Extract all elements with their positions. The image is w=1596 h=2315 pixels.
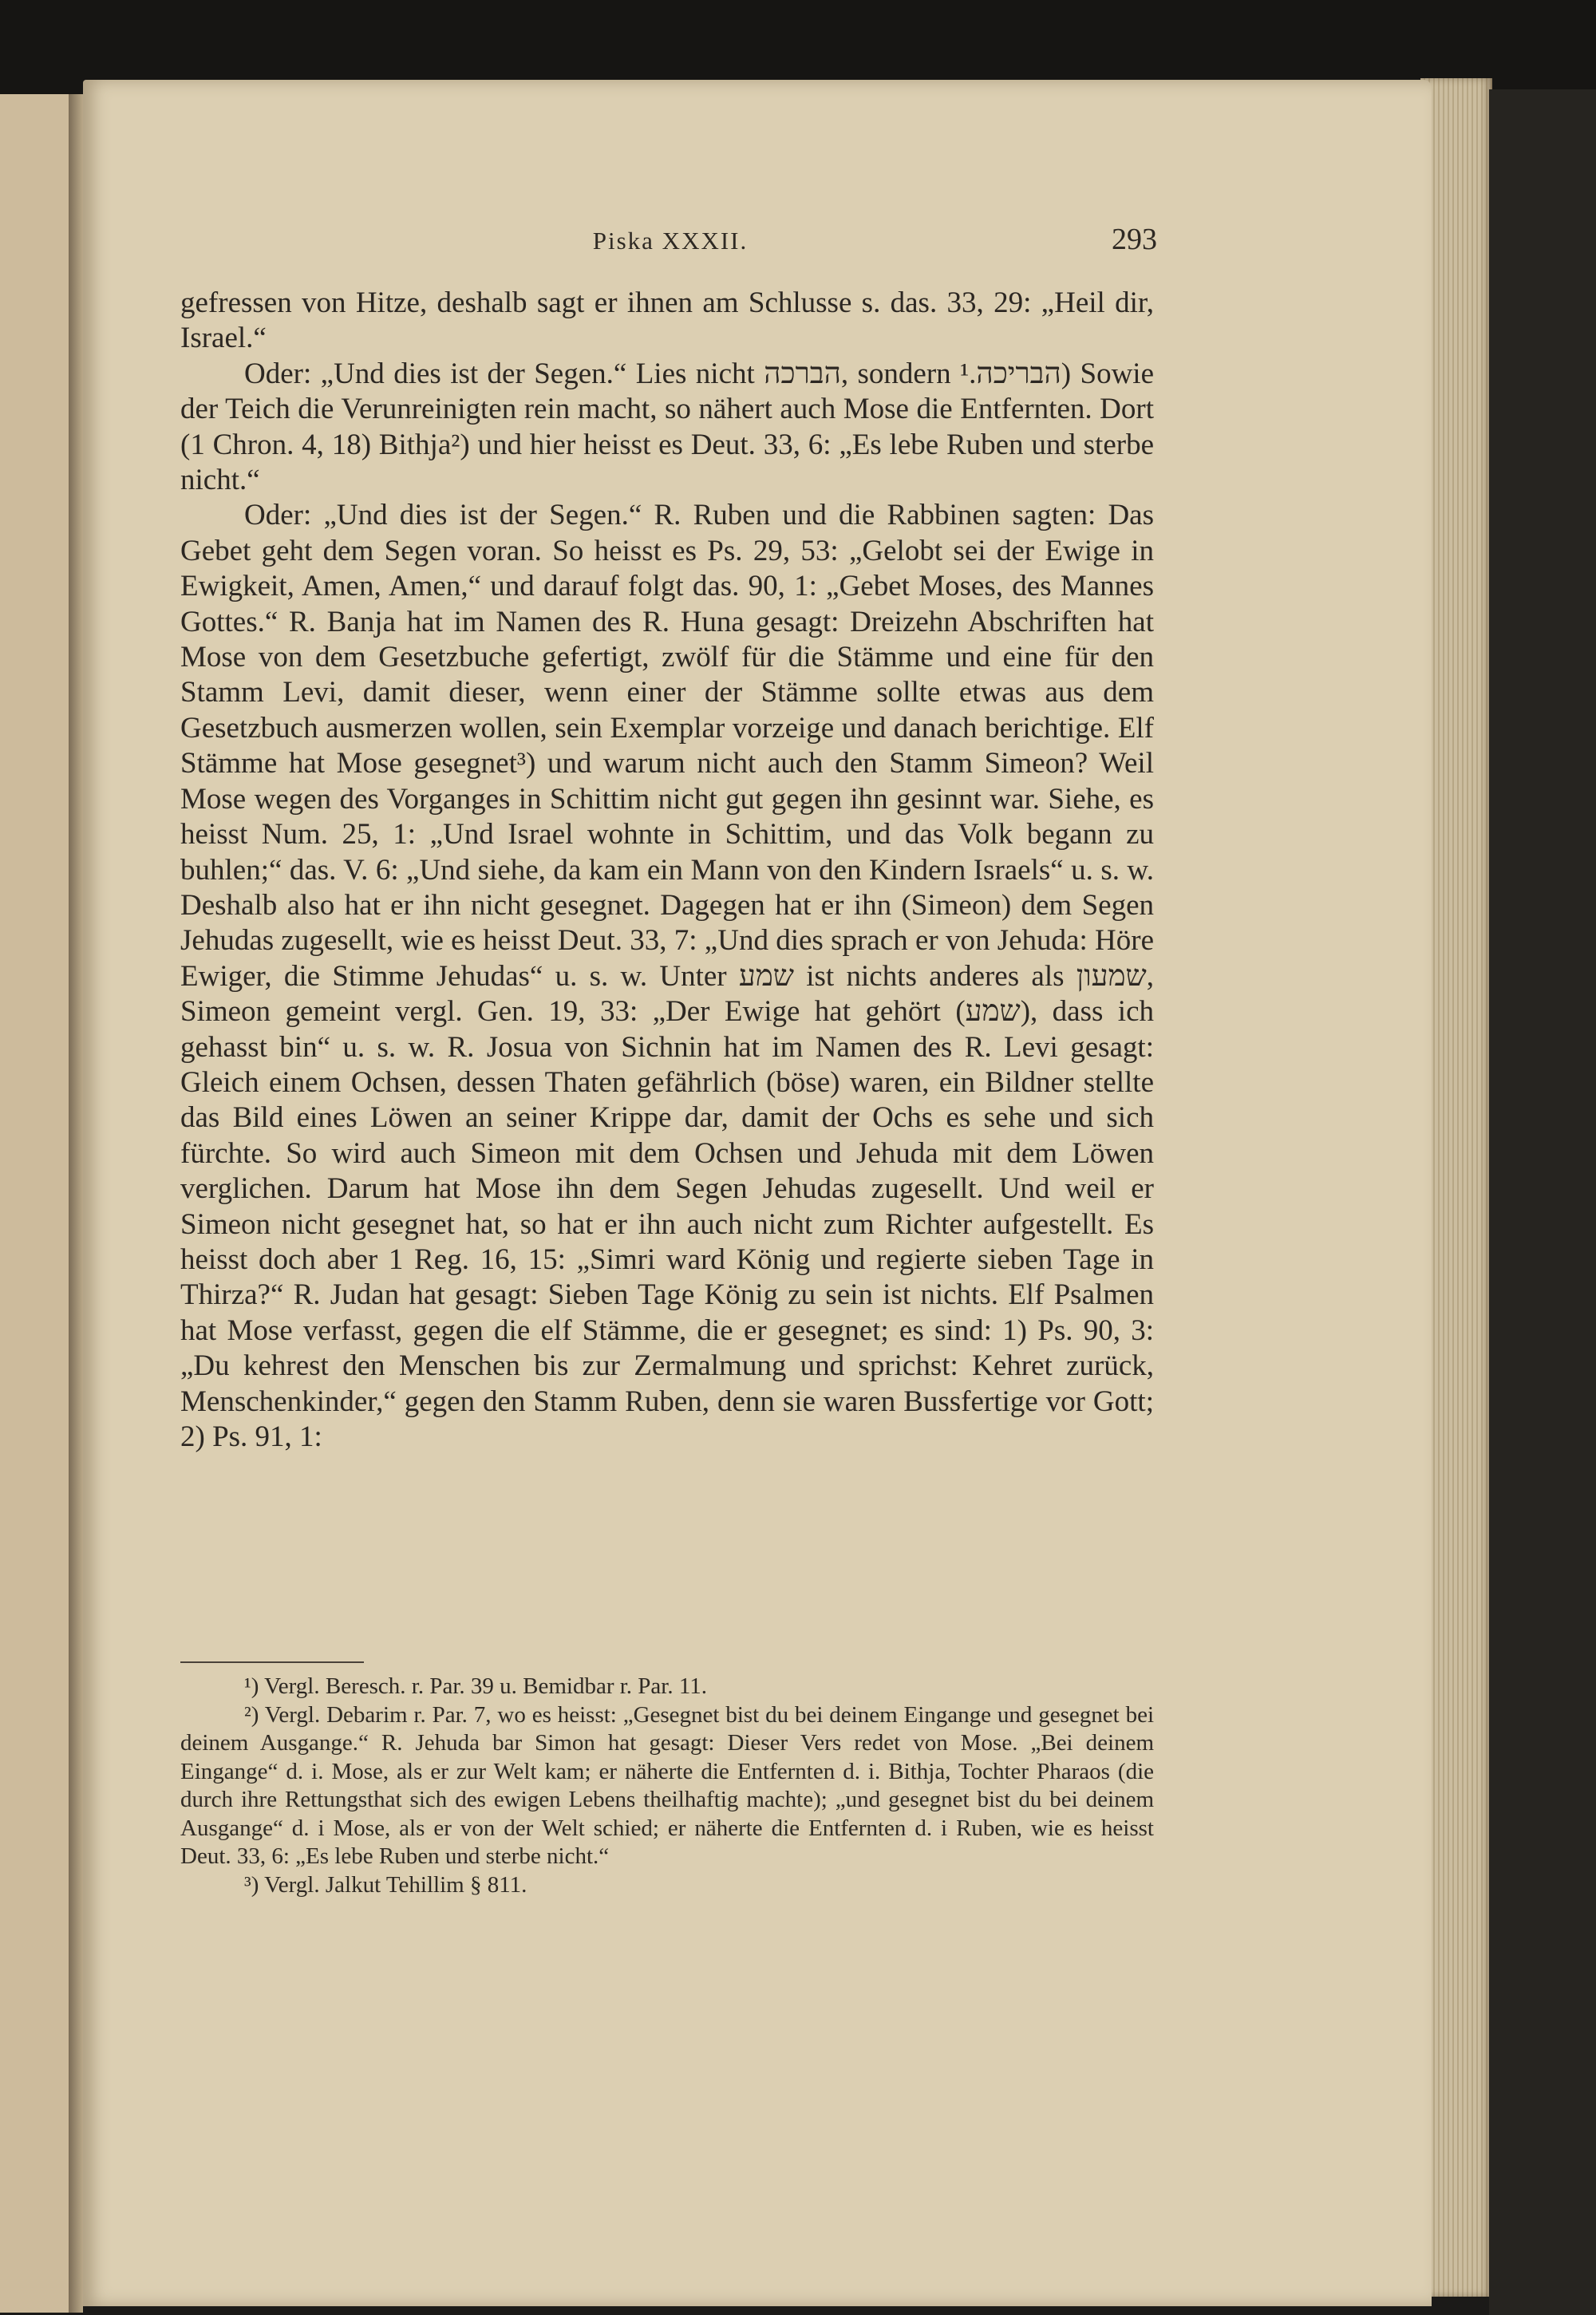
main-text [180,286,1154,1455]
paragraph-1: gefressen von Hitze, deshalb sagt er ihnen am Schlusse s. das. 33, 29: „Heil dir, Israel.“ [180,286,1154,355]
footnote-1-text: ¹) Vergl. Beresch. r. Par. 39 u. Bemidbar r. Par. 11. [244,1673,708,1699]
page-header [176,222,1165,270]
book-cover [1489,89,1596,2315]
footnotes [180,1673,1154,1899]
paragraph-3 [180,498,1154,1455]
paragraph-2 [180,357,1154,499]
book-gutter [69,94,83,2313]
footnote-3 [180,1871,1154,1900]
paragraph-3-text: Oder: „Und dies ist der Segen.“ R. Ruben und die Rabbinen sagten: Das Gebet geht dem Segen voran. So heisst es Ps. 29, 53: „Gelobt sei der Ewige in Ewigkeit, Amen, Amen,“ und darauf folgt das. 90, 1: „Gebet Moses, des Mannes Gottes.“ R. Banja hat im Namen des R. Huna gesagt: Dreizehn Abschriften hat Mose von dem Gesetzbuche gefertigt, zwölf für die Stämme und eine für den Stamm Levi, damit dieser, wenn einer der Stämme sollte etwas aus dem Gesetzbuch ausmerzen wollen, sein Exemplar vorzeige und danach berichtige. Elf Stämme hat Mose gesegnet³) und warum nicht auch den Stamm Simeon? Weil Mose wegen des Vorganges in Schittim nicht gut gegen ihn gesinnt war. Siehe, es heisst Num. 25, 1: „Und Israel wohnte in Schittim, und das Volk begann zu buhlen;“ das. V. 6: „Und siehe, da kam ein Mann von den Kindern Israels“ u. s. w. Deshalb also hat er ihn nicht gesegnet. Dagegen hat er ihn (Simeon) dem Segen Jehudas zugesellt, wie es heisst Deut. 33, 7: „Und dies sprach er von Jehuda: Höre Ewiger, die Stimme Jehudas“ u. s. w. Unter שמע ist nichts anderes als שמעון, Simeon gemeint vergl. Gen. 19, 33: „Der Ewige hat gehört (שמע), dass ich gehasst bin“ u. s. w. R. Josua von Sichnin hat im Namen des R. Levi gesagt: Gleich einem Ochsen, dessen Thaten gefährlich (böse) waren, ein Bildner stellte das Bild eines Löwen an seiner Krippe dar, damit der Ochs es sehe und sich fürchte. So wird auch Simeon mit dem Ochsen und Jehuda mit dem Löwen verglichen. Darum hat Mose ihn dem Segen Jehudas zugesellt. Und weil er Simeon nicht gesegnet hat, so hat er ihn auch nicht zum Richter aufgestellt. Es heisst doch aber 1 Reg. 16, 15: „Simri ward König und regierte sieben Tage in Thirza?“ R. Judan hat gesagt: Sieben Tage König zu sein ist nichts. Elf Psalmen hat Mose verfasst, gegen die elf Stämme, die er gesegnet; es sind: 1) Ps. 90, 3: „Du kehrest den Menschen bis zur Zermalmung und sprichst: Kehret zurück, Menschenkinder,“ gegen den Stamm Ruben, denn sie waren Bussfertige vor Gott; 2) Ps. 91, 1: [180,499,1154,1453]
footnote-2-text: ²) Vergl. Debarim r. Par. 7, wo es heisst: „Gesegnet bist du bei deinem Eingange und gesegnet bei deinem Ausgange.“ R. Jehuda bar Simon hat gesagt: Dieser Vers redet von Mose. „Bei deinem Eingange“ d. i. Mose, als er zur Welt kam; er näherte die Entfernten d. i. Bithja, Tochter Pharaos (die durch ihre Rettungsthat sich des ewigen Lebens theilhaftig machte); „und gesegnet bist du bei deinem Ausgange“ d. i Mose, als er von der Welt schied; er näherte die Entfernten d. i Ruben, wie es heisst Deut. 33, 6: „Es lebe Ruben und sterbe nicht.“ [180,1701,1154,1869]
running-title: Piska XXXII. [592,227,749,255]
footnote-2 [180,1701,1154,1871]
page-number: 293 [1112,223,1157,256]
footnote-3-text: ³) Vergl. Jalkut Tehillim § 811. [244,1871,527,1898]
left-page-edge [0,94,77,2313]
paragraph-2-text: Oder: „Und dies ist der Segen.“ Lies nicht הברכה, sondern הבריכה.¹) Sowie der Teich die Verunreinigten rein macht, so nähert auch Mose die Entfernten. Dort (1 Chron. 4, 18) Bithja²) und hier heisst es Deut. 33, 6: „Es lebe Ruben und sterbe nicht.“ [180,357,1154,497]
footnote-rule [180,1661,364,1663]
footnote-1 [180,1673,1154,1701]
